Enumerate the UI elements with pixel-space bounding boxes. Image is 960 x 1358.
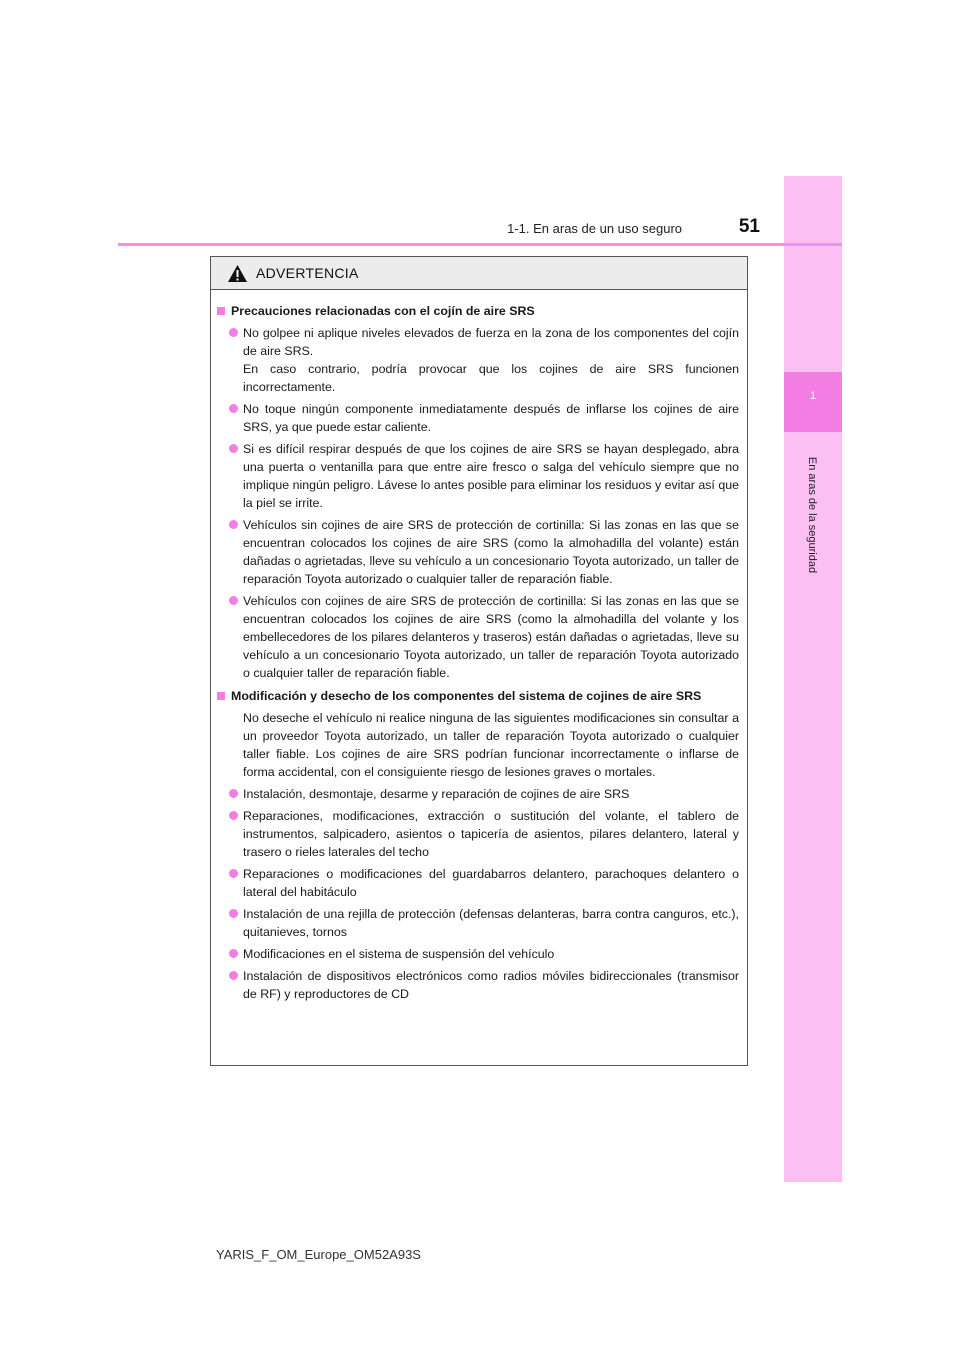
warning-section [217,302,739,320]
list-item-text [243,592,739,682]
list-item-text [243,807,739,861]
warning-section-title: Modificación y desecho de los componentes del sistema de cojines de aire SRS [231,689,702,703]
list-item [217,807,739,861]
chapter-tab-active-marker [784,372,842,432]
header-rule [118,243,842,246]
circle-bullet-icon [229,596,238,605]
list-item-line: En caso contrario, podría provocar que los cojines de aire SRS funcionen incorrectamente. [243,362,739,394]
list-item-text [243,945,739,963]
list-item [217,592,739,682]
list-item-line: Si es difícil respirar después de que los cojines de aire SRS se hayan desplegado, abra una puerta o ventanilla para que entre aire fresco o salga del vehículo siempre que no implique ningún peligro. Lávese lo antes posible para eliminar los residuos y evitar así que la piel se irrite. [243,442,739,510]
list-item-line: Instalación de dispositivos electrónicos como radios móviles bidireccionales (transmisor de RF) y reproductores de CD [243,969,739,1001]
list-item [217,440,739,512]
list-item-text [243,440,739,512]
circle-bullet-icon [229,869,238,878]
list-item-text [243,516,739,588]
list-item [217,865,739,901]
chapter-label: En aras de la seguridad [806,456,818,574]
warning-paragraph: No deseche el vehículo ni realice ninguna de las siguientes modificaciones sin consultar a un proveedor Toyota autorizado, un taller de reparación Toyota autorizado o cualquier taller fiable. Los cojines de aire SRS podrían funcionar incorrectamente o inflarse de forma accidental, con el consiguiente riesgo de lesiones graves o mortales. [243,711,739,779]
list-item [217,516,739,588]
chapter-side-tab [784,176,842,1182]
list-item-line: Modificaciones en el sistema de suspensión del vehículo [243,947,555,961]
list-item-line: No golpee ni aplique niveles elevados de fuerza en la zona de los componentes del cojín de aire SRS. [243,326,739,358]
circle-bullet-icon [229,789,238,798]
square-bullet-icon [217,307,225,315]
chapter-label-container [788,440,836,590]
list-item [217,785,739,803]
circle-bullet-icon [229,444,238,453]
warning-body [211,290,747,1003]
list-item-text [243,400,739,436]
document-code: YARIS_F_OM_Europe_OM52A93S [216,1247,421,1262]
list-item-line: Reparaciones, modificaciones, extracción o sustitución del volante, el tablero de instrumentos, salpicadero, asientos o tapicería de asientos, pilares delantero, lateral y trasero o rieles laterales del techo [243,809,739,859]
list-item-line: Instalación de una rejilla de protección (defensas delanteras, barra contra canguros, etc.), quitanieves, tornos [243,907,739,939]
list-item-text [243,967,739,1003]
circle-bullet-icon [229,909,238,918]
list-item [217,967,739,1003]
list-item-text [243,865,739,901]
list-item [217,324,739,396]
circle-bullet-icon [229,404,238,413]
warning-title: ADVERTENCIA [256,265,359,281]
list-item-line: Instalación, desmontaje, desarme y reparación de cojines de aire SRS [243,787,630,801]
list-item-line: No toque ningún componente inmediatamente después de inflarse los cojines de aire SRS, ya que puede estar caliente. [243,402,739,434]
list-item-text [243,905,739,941]
section-title: 1-1. En aras de un uso seguro [507,221,682,236]
list-item-line: Vehículos sin cojines de aire SRS de protección de cortinilla: Si las zonas en las que se encuentran colocados los cojines de aire SRS (como la almohadilla del volante) están dañadas o agrietadas, lleve su vehículo a un concesionario Toyota autorizado, un taller de reparación Toyota autorizado o cualquier taller de reparación fiable. [243,518,739,586]
warning-header [211,257,747,290]
circle-bullet-icon [229,949,238,958]
circle-bullet-icon [229,971,238,980]
list-item [217,400,739,436]
warning-box [210,256,748,1066]
list-item [217,905,739,941]
warning-triangle-icon [227,264,248,283]
list-item [217,945,739,963]
list-item-line: Reparaciones o modificaciones del guardabarros delantero, parachoques delantero o lateral del habitáculo [243,867,739,899]
square-bullet-icon [217,692,225,700]
warning-section-title: Precauciones relacionadas con el cojín de aire SRS [231,304,535,318]
warning-section [217,687,739,705]
chapter-number: 1 [809,390,817,402]
circle-bullet-icon [229,811,238,820]
list-item-line: Vehículos con cojines de aire SRS de protección de cortinilla: Si las zonas en las que se encuentran colocados los cojines de aire SRS (como la almohadilla del volante y los embellecedores de los pilares delanteros y traseros) están dañadas o agrietadas, lleve su vehículo a un concesionario Toyota autorizado, un taller de reparación Toyota autorizado o cualquier taller de reparación fiable. [243,594,739,680]
list-item-text [243,324,739,396]
list-item-text [243,785,739,803]
circle-bullet-icon [229,520,238,529]
page-number: 51 [738,216,760,237]
circle-bullet-icon [229,328,238,337]
